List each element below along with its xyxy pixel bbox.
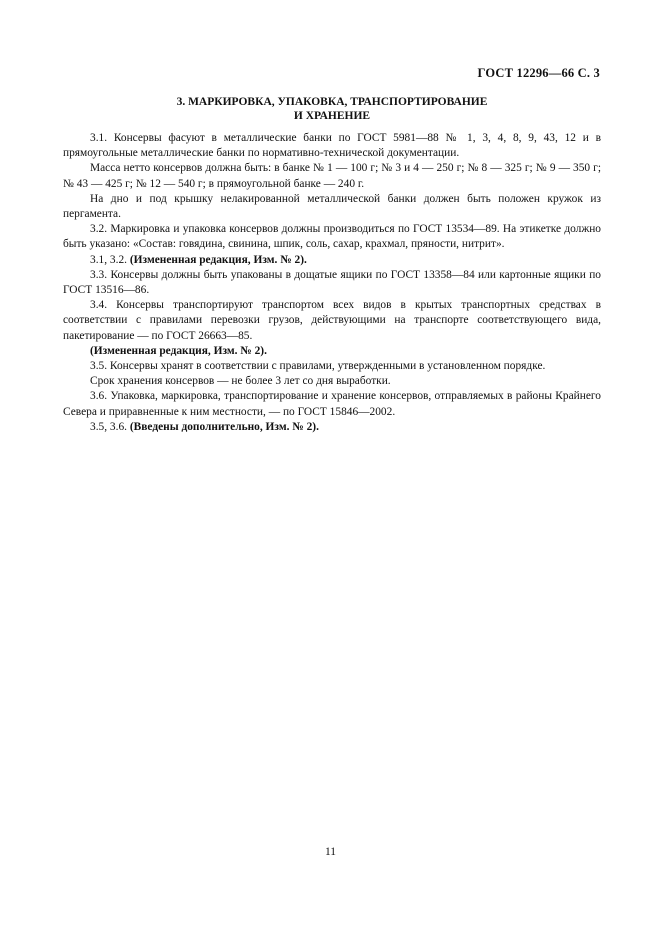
paragraph-3-4: 3.4. Консервы транспортируют транспортом всех видов в крытых транспортных средствах в соответствии с правилами перевозки грузов, действующими на транспорте соответствующего вида, пакетирование — по ГОСТ 26663—85. [63,299,601,342]
paragraph-3-1: 3.1. Консервы фасуют в металлические банки по ГОСТ 5981—88 № 1, 3, 4, 8, 9, 43, 12 и в прямоугольные металлические банки по нормативно-технической документации. [63,132,601,160]
paragraph-parchment: На дно и под крышку нелакированной металлической банки должен быть положен кружок из пергамента. [63,192,601,221]
amendment-ref: 3.1, 3.2. [90,253,128,266]
section-body [63,131,601,435]
paragraph-3-5: 3.5. Консервы хранят в соответствии с правилами, утвержденными в установленном порядке. [90,360,546,373]
paragraph-3-2: 3.2. Маркировка и упаковка консервов должны производиться по ГОСТ 13534—89. На этикетке должно быть указано: «Состав: говядина, свинина, шпик, соль, сахар, крахмал, пряности, нитрит». [63,223,601,251]
amendment-note: (Введены дополнительно, Изм. № 2). [129,420,319,433]
paragraph-3-6: 3.6. Упаковка, маркировка, транспортирование и хранение консервов, отправляемых в районы Крайнего Севера и приравненные к ним местности, — по ГОСТ 15846—2002. [63,390,601,418]
page-header-doc-ref: ГОСТ 12296—66 С. 3 [477,66,600,80]
paragraph-amendment-3-1-3-2 [63,253,601,268]
section-title [63,95,601,123]
amendment-note: (Измененная редакция, Изм. № 2). [129,253,307,266]
section-title-line-1: 3. МАРКИРОВКА, УПАКОВКА, ТРАНСПОРТИРОВАНИЕ [176,96,488,108]
section-title-line-2: И ХРАНЕНИЕ [293,110,371,122]
paragraph-net-mass: Масса нетто консервов должна быть: в банке № 1 — 100 г; № 3 и 4 — 250 г; № 8 — 325 г; № 9 — 350 г; № 43 — 425 г; № 12 — 540 г; в прямоугольной банке — 240 г. [63,162,601,190]
amendment-ref: 3.5, 3.6. [90,420,128,433]
paragraph-amendment-3-5-3-6 [63,420,601,435]
paragraph-shelf-life: Срок хранения консервов — не более 3 лет со дня выработки. [90,375,391,388]
paragraph-3-3: 3.3. Консервы должны быть упакованы в дощатые ящики по ГОСТ 13358—84 или картонные ящики по ГОСТ 13516—86. [63,268,601,297]
paragraph-amendment-3-4: (Измененная редакция, Изм. № 2). [90,344,267,357]
page-number: 11 [324,846,337,858]
